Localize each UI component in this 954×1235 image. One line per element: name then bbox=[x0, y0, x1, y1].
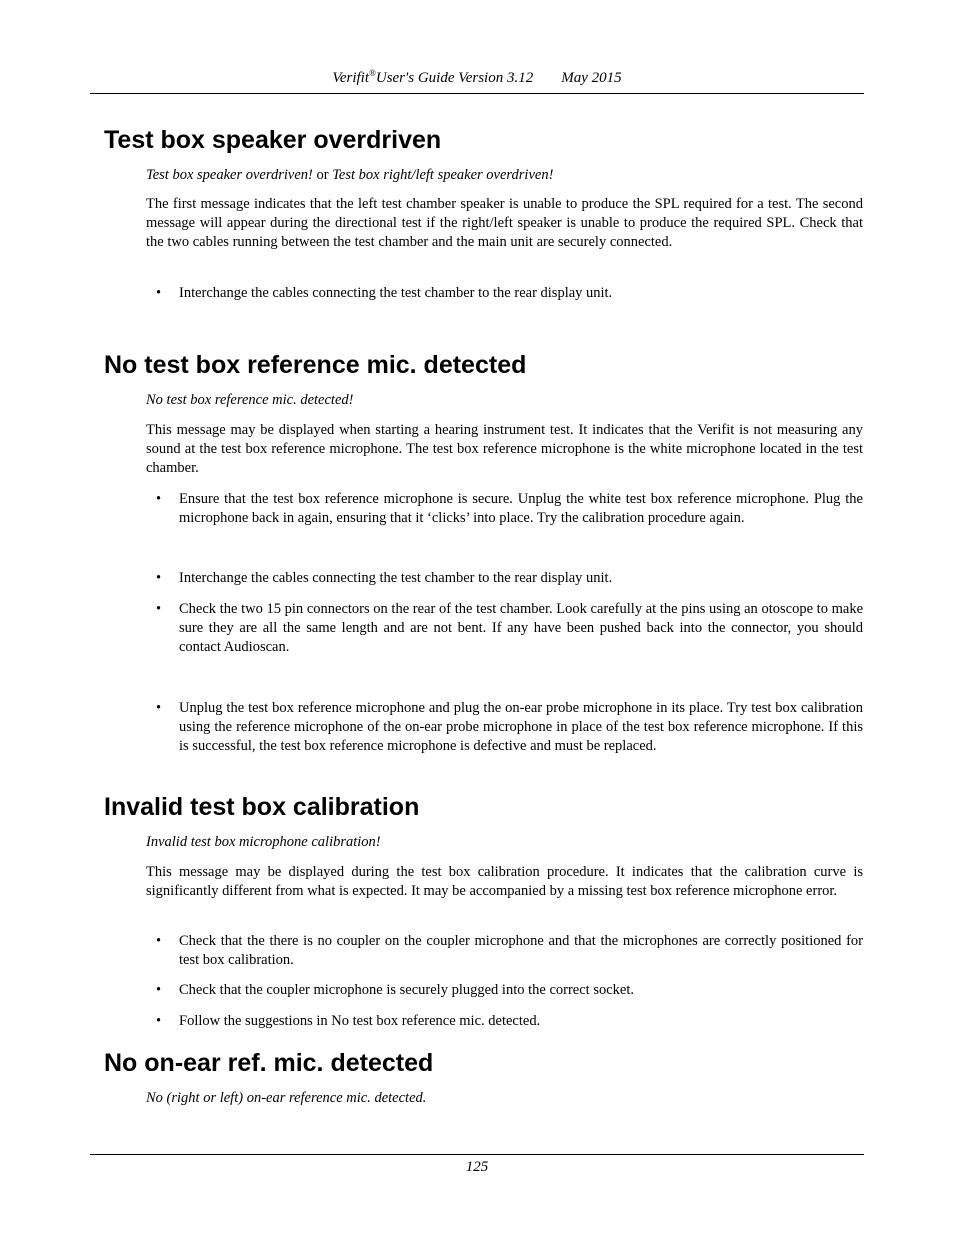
section-heading: Invalid test box calibration bbox=[104, 793, 420, 821]
footer-rule bbox=[90, 1154, 864, 1155]
error-message: No test box reference mic. detected! bbox=[146, 392, 354, 408]
page-number: 125 bbox=[465, 1159, 489, 1175]
error-message: No (right or left) on-ear reference mic. detected. bbox=[146, 1090, 427, 1106]
section-paragraph: This message may be displayed when starting a hearing instrument test. It indicates that the Verifit is not measuring any sound at the test box reference microphone. The test box reference microphone is the white microphone located in the test chamber. bbox=[146, 422, 863, 476]
list-item: • Follow the suggestions in No test box reference mic. detected. bbox=[156, 1013, 541, 1029]
list-item: • Unplug the test box reference microphone and plug the on-ear probe microphone in its place. Try test box calibration using the reference microphone of the on-ear probe microphone in place of the test box reference microphone. If this is successful, the test box reference microphone is defective and must be replaced. bbox=[156, 700, 863, 754]
header-rule bbox=[90, 93, 864, 94]
list-item: • Check the two 15 pin connectors on the rear of the test chamber. Look carefully at the pins using an otoscope to make sure they are all the same length and are not bent. If any have been pushed back into the connector, you should contact Audioscan. bbox=[156, 601, 863, 655]
page-header bbox=[0, 68, 954, 87]
section-heading: No on-ear ref. mic. detected bbox=[104, 1049, 434, 1077]
list-item: • Interchange the cables connecting the test chamber to the rear display unit. bbox=[156, 285, 613, 301]
section-heading: No test box reference mic. detected bbox=[104, 351, 527, 379]
list-item: • Interchange the cables connecting the test chamber to the rear display unit. bbox=[156, 570, 613, 586]
section-heading: Test box speaker overdriven bbox=[104, 126, 442, 154]
list-item: • Ensure that the test box reference microphone is secure. Unplug the white test box reference microphone. Plug the microphone back in again, ensuring that it ‘clicks’ into place. Try the calibration procedure again. bbox=[156, 491, 863, 526]
error-message: Invalid test box microphone calibration! bbox=[146, 834, 381, 850]
section-paragraph: The first message indicates that the left test chamber speaker is unable to produce the SPL required for a test. The second message will appear during the directional test if the right/left speaker is unable to produce the required SPL. Check that the two cables running between the test chamber and the main unit are securely connected. bbox=[146, 196, 863, 250]
list-item: • Check that the coupler microphone is securely plugged into the correct socket. bbox=[156, 982, 634, 998]
section-paragraph: This message may be displayed during the test box calibration procedure. It indicates that the calibration curve is significantly different from what is expected. It may be accompanied by a missing test box reference microphone error. bbox=[146, 864, 863, 899]
guide-title: Verifit®User's Guide Version 3.12 bbox=[332, 68, 534, 86]
guide-date: May 2015 bbox=[561, 70, 622, 86]
error-message: Test box speaker overdriven! or Test box right/left speaker overdriven! bbox=[146, 167, 554, 183]
list-item: • Check that the there is no coupler on the coupler microphone and that the microphones are correctly positioned for test box calibration. bbox=[156, 933, 863, 968]
